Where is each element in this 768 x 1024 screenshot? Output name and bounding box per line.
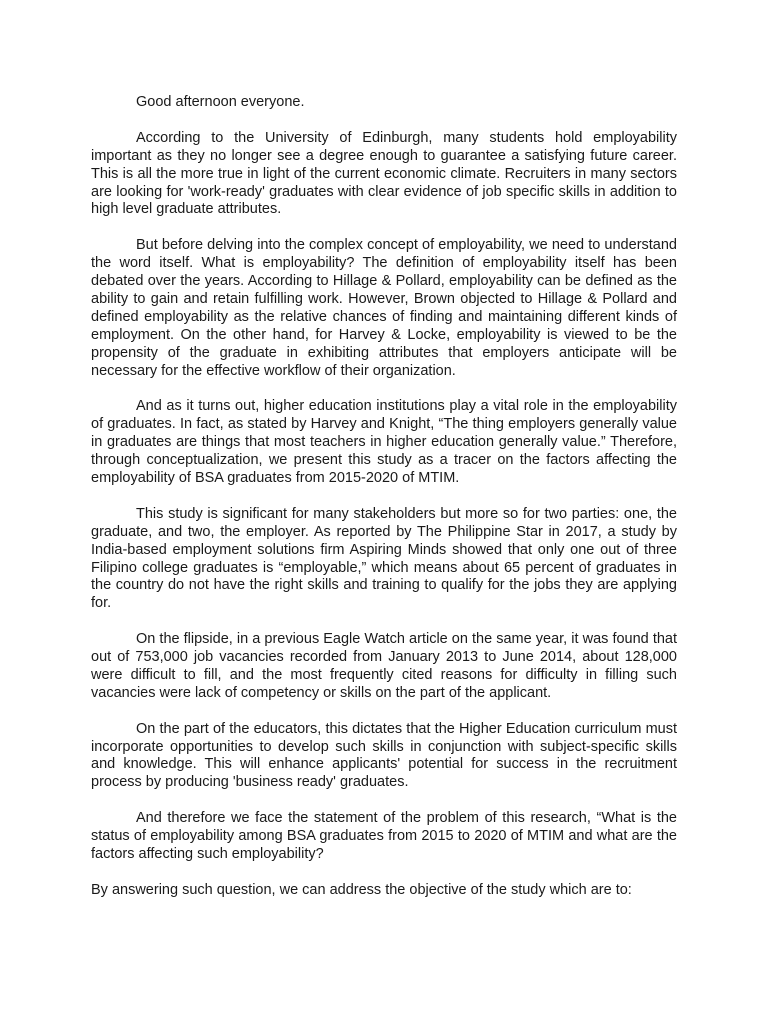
body-paragraph: On the part of the educators, this dictates that the Higher Education curriculum must incorporate opportunities to develop such skills in conjunction with subject-specific skills and knowledge. This will enhance applicants' potential for success in the recruitment process by producing 'business ready' graduates. xyxy=(91,720,677,791)
body-paragraph: On the flipside, in a previous Eagle Watch article on the same year, it was found that out of 753,000 job vacancies recorded from January 2013 to June 2014, about 128,000 were difficult to fill, and the most frequently cited reasons for difficulty in filling such vacancies were lack of competency or skills on the part of the applicant. xyxy=(91,631,677,701)
closing-paragraph: By answering such question, we can address the objective of the study which are to: xyxy=(91,881,632,898)
document-page xyxy=(91,94,677,918)
body-paragraph: But before delving into the complex concept of employability, we need to understand the word itself. What is employability? The definition of employability itself has been debated over the years. According to Hillage & Pollard, employability can be defined as the ability to gain and retain fulfilling work. However, Brown objected to Hillage & Pollard and defined employability as the relative chances of finding and maintaining different kinds of employment. On the other hand, for Harvey & Locke, employability is viewed to be the propensity of the graduate in exhibiting attributes that employers anticipate will be necessary for the effective workflow of their organization. xyxy=(91,237,677,379)
body-paragraph: And therefore we face the statement of the problem of this research, “What is the status of employability among BSA graduates from 2015 to 2020 of MTIM and what are the factors affecting such employability? xyxy=(91,810,677,862)
body-paragraph: And as it turns out, higher education institutions play a vital role in the employability of graduates. In fact, as stated by Harvey and Knight, “The thing employers generally value in graduates are things that most teachers in higher education generally value.” Therefore, through conceptualization, we present this study as a tracer on the factors affecting the employability of BSA graduates from 2015-2020 of MTIM. xyxy=(91,398,677,486)
greeting-paragraph: Good afternoon everyone. xyxy=(136,94,305,110)
body-paragraph: This study is significant for many stakeholders but more so for two parties: one, the graduate, and two, the employer. As reported by The Philippine Star in 2017, a study by India-based employment solutions firm Aspiring Minds showed that only one out of three Filipino college graduates is “employable,” which means about 65 percent of graduates in the country do not have the right skills and training to qualify for the jobs they are applying for. xyxy=(91,505,677,612)
body-paragraph: According to the University of Edinburgh, many students hold employability important as they no longer see a degree enough to guarantee a satisfying future career. This is all the more true in light of the current economic climate. Recruiters in many sectors are looking for 'work-ready' graduates with clear evidence of job specific skills in addition to high level graduate attributes. xyxy=(91,129,677,218)
